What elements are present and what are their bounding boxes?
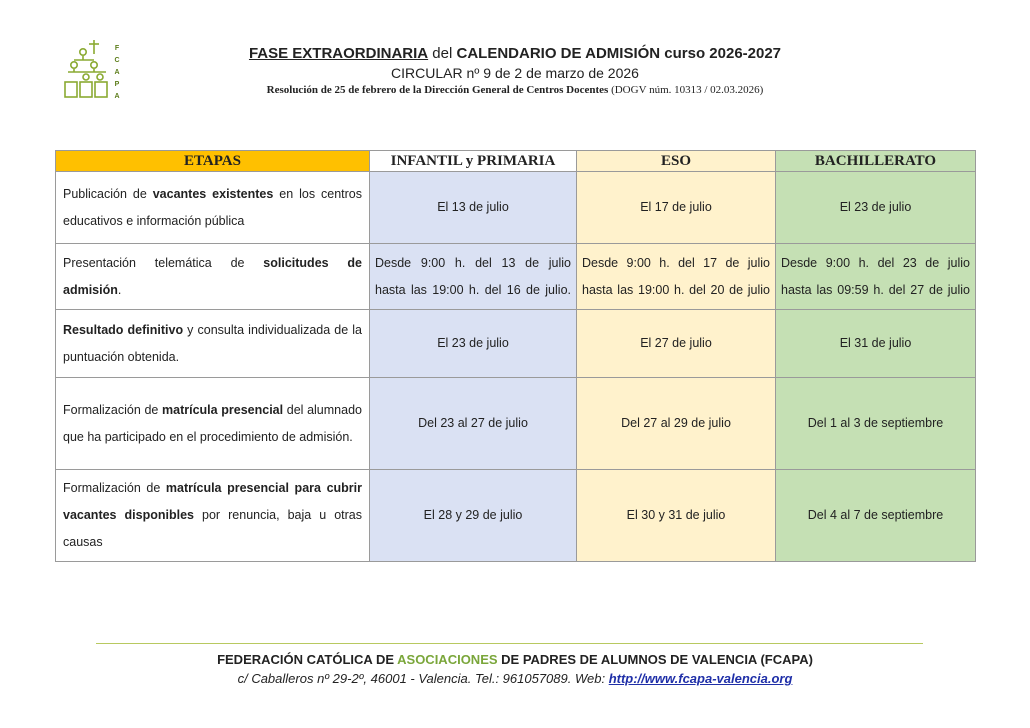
title-rest: CALENDARIO DE ADMISIÓN curso 2026-2027 [456, 45, 782, 62]
eso-date-line: hasta las 19:00 h. del 20 de julio [582, 282, 770, 297]
eso-date-cell: El 30 y 31 de julio [577, 470, 776, 562]
infantil-date-cell [370, 244, 577, 310]
document-header [180, 44, 850, 97]
resolution-line [180, 83, 850, 97]
federation-name-green: ASOCIACIONES [397, 652, 498, 667]
infantil-date-line: Desde 9:00 h. del 13 de julio [375, 255, 571, 270]
footer-divider [96, 643, 923, 644]
infantil-date-line: hasta las 19:00 h. del 16 de julio. [375, 282, 571, 297]
federation-name-b: DE PADRES DE ALUMNOS DE VALENCIA (FCAPA) [497, 652, 813, 667]
infantil-date-cell: El 28 y 29 de julio [370, 470, 577, 562]
bachillerato-date-cell: El 31 de julio [776, 310, 976, 378]
etapa-text: y consulta individualizada de la puntuación obtenida. [63, 322, 362, 364]
etapa-emphasis: Resultado definitivo [63, 322, 184, 337]
title-connector: del [428, 45, 457, 62]
logo-letter: P [114, 81, 120, 88]
etapa-text: Presentación telemática de [63, 255, 264, 270]
table-row [56, 378, 976, 470]
etapa-text: Publicación de [63, 186, 153, 201]
logo-letter: A [114, 69, 120, 76]
table-header-row [56, 151, 976, 172]
etapa-cell [56, 172, 370, 244]
address-phone: c/ Caballeros nº 29-2º, 46001 - Valencia. Tel.: 961057089. Web: [237, 671, 609, 686]
etapa-emphasis: vacantes existentes [152, 186, 274, 201]
table-row [56, 172, 976, 244]
footer [96, 650, 934, 688]
eso-date-cell [577, 244, 776, 310]
website-link[interactable]: http://www.fcapa-valencia.org [608, 671, 793, 686]
bachillerato-date-line: hasta las 09:59 h. del 27 de julio [781, 282, 970, 297]
eso-date-cell: El 27 de julio [577, 310, 776, 378]
resolution-dogv: (DOGV núm. 10313 / 02.03.2026) [608, 84, 764, 96]
table-row [56, 244, 976, 310]
etapa-text: por renuncia, baja u otras causas [63, 508, 363, 549]
table-row [56, 470, 976, 562]
etapa-emphasis: matrícula presencial [162, 402, 284, 417]
bachillerato-date-cell: El 23 de julio [776, 172, 976, 244]
logo-letter: F [114, 45, 120, 52]
header-etapas: ETAPAS [56, 151, 370, 172]
eso-date-line: Desde 9:00 h. del 17 de julio [582, 255, 770, 270]
document-title [180, 44, 850, 64]
resolution-bold: Resolución de 25 de febrero de la Dirección General de Centros Docentes [266, 84, 609, 96]
etapa-cell [56, 378, 370, 470]
infantil-date-cell: El 23 de julio [370, 310, 577, 378]
etapa-text: en los centros educativos e información pública [63, 186, 362, 228]
circular-subtitle: CIRCULAR nº 9 de 2 de marzo de 2026 [391, 65, 639, 81]
bachillerato-date-cell [776, 244, 976, 310]
table-row [56, 310, 976, 378]
etapa-cell [56, 244, 370, 310]
bachillerato-date-cell: Del 4 al 7 de septiembre [776, 470, 976, 562]
etapa-text: del alumnado que ha participado en el procedimiento de admisión. [63, 402, 362, 444]
etapa-emphasis: matrícula presencial para cubrir vacantes disponibles [63, 481, 362, 522]
etapa-emphasis: solicitudes de admisión [63, 255, 362, 297]
header-bachillerato: BACHILLERATO [776, 151, 976, 172]
eso-date-cell: El 17 de julio [577, 172, 776, 244]
federation-name-a: FEDERACIÓN CATÓLICA DE [217, 652, 398, 667]
federation-name [96, 650, 934, 669]
bachillerato-date-line: Desde 9:00 h. del 23 de julio [781, 255, 970, 270]
infantil-date-cell: Del 23 al 27 de julio [370, 378, 577, 470]
admission-calendar-table [55, 150, 976, 562]
eso-date-cell: Del 27 al 29 de julio [577, 378, 776, 470]
contact-line [96, 669, 934, 688]
etapa-text: . [117, 282, 122, 297]
bachillerato-date-cell: Del 1 al 3 de septiembre [776, 378, 976, 470]
etapa-cell [56, 470, 370, 562]
fcapa-logo [62, 38, 124, 102]
infantil-date-cell: El 13 de julio [370, 172, 577, 244]
header-infantil-primaria: INFANTIL y PRIMARIA [370, 151, 577, 172]
logo-letter: A [114, 93, 120, 100]
etapa-text: Formalización de [63, 481, 166, 495]
title-underlined: FASE EXTRAORDINARIA [248, 45, 429, 62]
etapa-cell [56, 310, 370, 378]
etapa-text: Formalización de [63, 402, 163, 417]
logo-letter: C [114, 57, 120, 64]
header-eso: ESO [577, 151, 776, 172]
